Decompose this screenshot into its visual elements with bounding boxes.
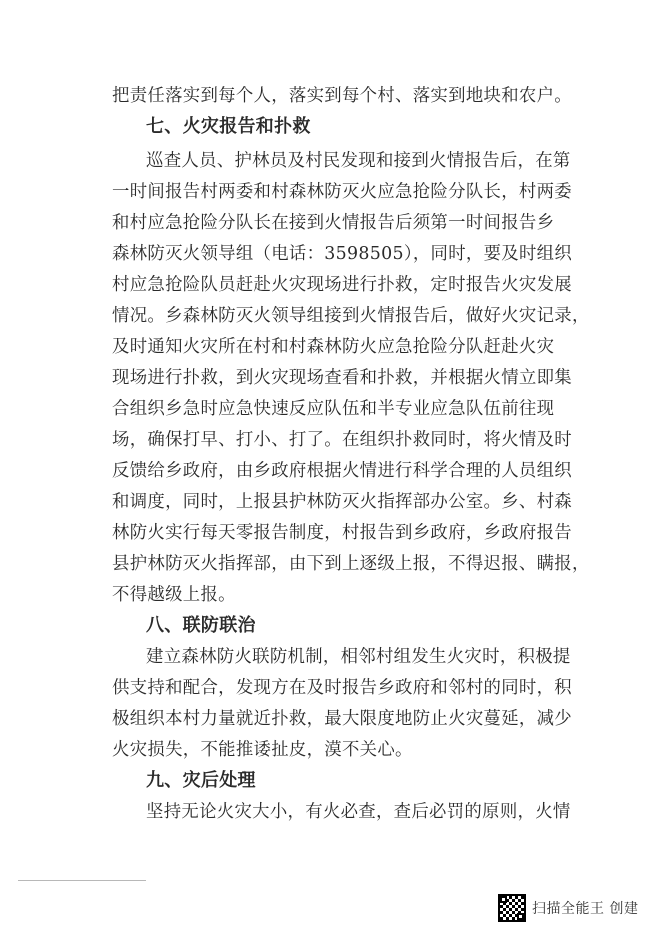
qr-code-icon <box>498 894 526 922</box>
body-text-line: 坚持无论火灾大小，有火必查，查后必罚的原则，火情 <box>146 802 571 822</box>
body-text-line: 情况。乡森林防灭火领导组接到火情报告后，做好火灾记录， <box>112 306 590 326</box>
body-text-line: 林防火实行每天零报告制度，村报告到乡政府，乡政府报告 <box>112 523 572 543</box>
body-text-line: 及时通知火灾所在村和村森林防火应急抢险分队赶赴火灾 <box>112 337 555 357</box>
body-text-line: 极组织本村力量就近扑救，最大限度地防止火灾蔓延，减少 <box>112 709 572 729</box>
body-text-line: 县护林防灭火指挥部，由下到上逐级上报，不得迟报、瞒报， <box>112 554 590 574</box>
body-text-line: 森林防灭火领导组（电话：3598505），同时，要及时组织 <box>112 244 573 264</box>
footer-divider <box>18 880 146 881</box>
body-text-line: 和调度，同时，上报县护林防灭火指挥部办公室。乡、村森 <box>112 492 572 512</box>
section-heading: 七、火灾报告和扑救 <box>146 116 311 137</box>
body-text-line: 巡查人员、护林员及村民发现和接到火情报告后，在第 <box>146 151 571 171</box>
body-text-line: 合组织乡急时应急快速反应队伍和半专业应急队伍前往现 <box>112 399 555 419</box>
body-text-line: 村应急抢险队员赶赴火灾现场进行扑救，定时报告火灾发展 <box>112 275 572 295</box>
body-text-line: 供支持和配合，发现方在及时报告乡政府和邻村的同时，积 <box>112 678 572 698</box>
scanner-label: 扫描全能王 创建 <box>532 901 639 917</box>
body-text-line: 建立森林防火联防机制，相邻村组发生火灾时，积极提 <box>146 647 571 667</box>
scanner-watermark <box>498 893 638 923</box>
body-text-line: 和村应急抢险分队长在接到火情报告后须第一时间报告乡 <box>112 213 555 233</box>
body-text-line: 现场进行扑救，到火灾现场查看和扑救，并根据火情立即集 <box>112 368 572 388</box>
section-heading: 九、灾后处理 <box>146 770 256 791</box>
body-text-line: 把责任落实到每个人，落实到每个村、落实到地块和农户。 <box>112 86 572 106</box>
body-text-line: 不得越级上报。 <box>112 585 236 605</box>
body-text-line: 场，确保打早、打小、打了。在组织扑救同时，将火情及时 <box>112 430 572 450</box>
body-text-line: 反馈给乡政府，由乡政府根据火情进行科学合理的人员组织 <box>112 461 572 481</box>
body-text-line: 火灾损失，不能推诿扯皮，漠不关心。 <box>112 740 413 760</box>
section-heading: 八、联防联治 <box>146 615 256 636</box>
body-text-line: 一时间报告村两委和村森林防灭火应急抢险分队长，村两委 <box>112 182 572 202</box>
